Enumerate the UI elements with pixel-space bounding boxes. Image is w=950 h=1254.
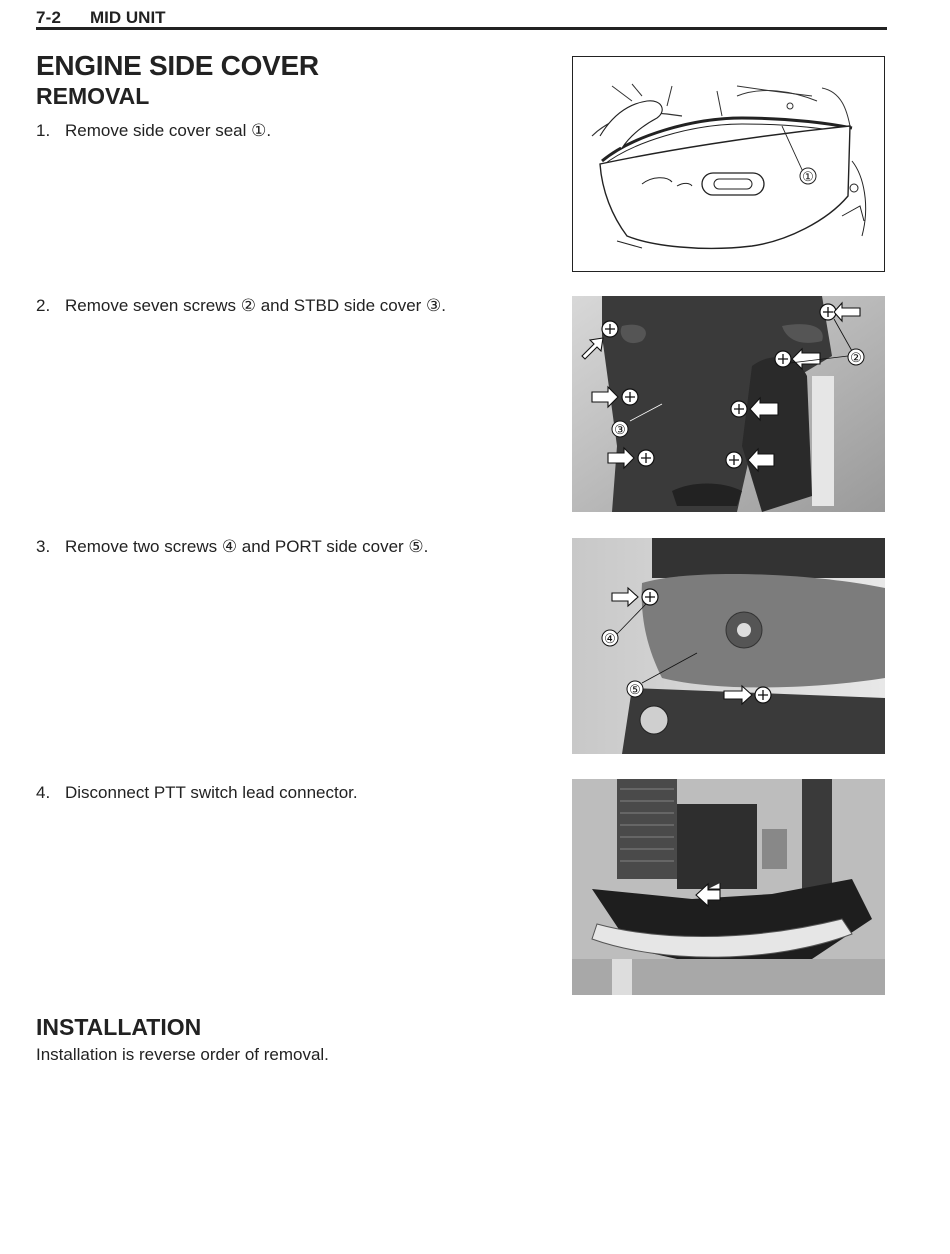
installation-text: Installation is reverse order of removal. xyxy=(36,1045,329,1064)
step-2 xyxy=(36,296,446,316)
step-text: Remove seven screws ② and STBD side cover ③. xyxy=(65,296,447,315)
step-text: Remove side cover seal ①. xyxy=(65,121,272,140)
section-title: MID UNIT xyxy=(90,8,166,27)
step-number: 3. xyxy=(36,537,51,556)
step-3 xyxy=(36,537,428,557)
callout-2: ② xyxy=(850,350,862,365)
page-header xyxy=(36,8,887,28)
callout-4: ④ xyxy=(604,631,616,646)
header-rule xyxy=(36,27,887,30)
step-number: 2. xyxy=(36,296,51,315)
step-number: 1. xyxy=(36,121,51,140)
figure-ptt-connector xyxy=(572,779,885,995)
page-number: 7-2 xyxy=(36,8,62,27)
step-number: 4. xyxy=(36,783,51,802)
step-1 xyxy=(36,121,271,141)
step-4 xyxy=(36,783,358,803)
figure-side-cover-seal xyxy=(572,56,885,272)
callout-1: ① xyxy=(802,169,814,184)
step-text: Remove two screws ④ and PORT side cover ⑤. xyxy=(65,537,429,556)
page-title: ENGINE SIDE COVER xyxy=(36,50,319,81)
step-text: Disconnect PTT switch lead connector. xyxy=(65,783,358,802)
figure-port-side-cover xyxy=(572,538,885,754)
removal-heading: REMOVAL xyxy=(36,83,150,109)
installation-heading: INSTALLATION xyxy=(36,1014,202,1040)
figure-stbd-side-cover xyxy=(572,296,885,512)
callout-3: ③ xyxy=(614,422,626,437)
callout-5: ⑤ xyxy=(629,682,641,697)
